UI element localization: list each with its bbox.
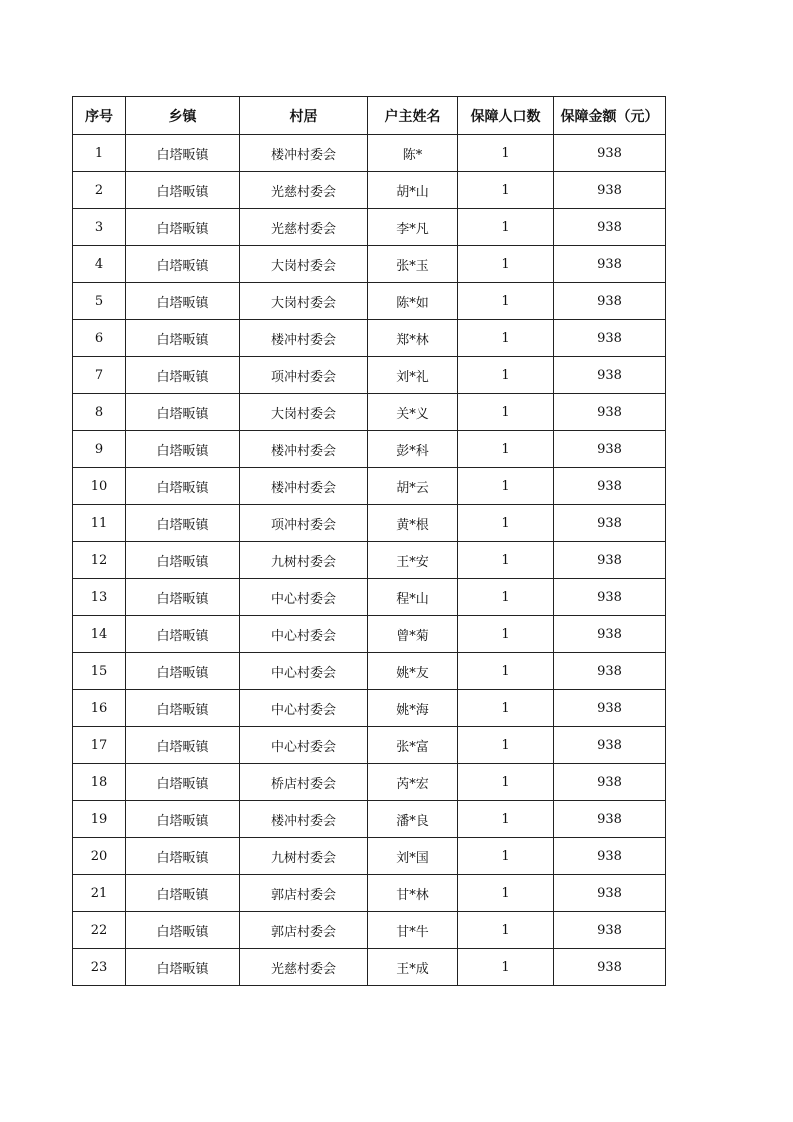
- cell-town: 白塔畈镇: [126, 690, 240, 727]
- table-row: [73, 209, 666, 246]
- cell-town: 白塔畈镇: [126, 431, 240, 468]
- cell-index: 12: [73, 542, 126, 579]
- cell-index: 11: [73, 505, 126, 542]
- cell-householder: 姚*友: [368, 653, 458, 690]
- table-row: [73, 764, 666, 801]
- cell-town: 白塔畈镇: [126, 764, 240, 801]
- cell-index: 7: [73, 357, 126, 394]
- cell-householder: 黄*根: [368, 505, 458, 542]
- cell-village: 九树村委会: [240, 838, 368, 875]
- cell-householder: 曾*菊: [368, 616, 458, 653]
- cell-index: 22: [73, 912, 126, 949]
- cell-town: 白塔畈镇: [126, 727, 240, 764]
- cell-householder: 刘*礼: [368, 357, 458, 394]
- cell-population: 1: [458, 949, 554, 986]
- cell-index: 19: [73, 801, 126, 838]
- cell-amount: 938: [554, 875, 666, 912]
- cell-population: 1: [458, 542, 554, 579]
- cell-town: 白塔畈镇: [126, 616, 240, 653]
- cell-index: 21: [73, 875, 126, 912]
- cell-householder: 王*成: [368, 949, 458, 986]
- table-row: [73, 172, 666, 209]
- cell-population: 1: [458, 727, 554, 764]
- cell-town: 白塔畈镇: [126, 283, 240, 320]
- header-householder: 户主姓名: [368, 97, 458, 135]
- cell-village: 郭店村委会: [240, 912, 368, 949]
- table-row: [73, 838, 666, 875]
- cell-population: 1: [458, 505, 554, 542]
- cell-population: 1: [458, 912, 554, 949]
- cell-village: 中心村委会: [240, 616, 368, 653]
- cell-amount: 938: [554, 431, 666, 468]
- header-village: 村居: [240, 97, 368, 135]
- table-row: [73, 801, 666, 838]
- cell-village: 大岗村委会: [240, 394, 368, 431]
- table-row: [73, 135, 666, 172]
- cell-householder: 胡*山: [368, 172, 458, 209]
- cell-town: 白塔畈镇: [126, 172, 240, 209]
- cell-householder: 甘*牛: [368, 912, 458, 949]
- cell-village: 大岗村委会: [240, 246, 368, 283]
- cell-population: 1: [458, 394, 554, 431]
- cell-amount: 938: [554, 579, 666, 616]
- cell-town: 白塔畈镇: [126, 579, 240, 616]
- table-row: [73, 690, 666, 727]
- cell-amount: 938: [554, 209, 666, 246]
- cell-population: 1: [458, 431, 554, 468]
- cell-village: 光慈村委会: [240, 209, 368, 246]
- cell-amount: 938: [554, 801, 666, 838]
- cell-amount: 938: [554, 357, 666, 394]
- cell-householder: 芮*宏: [368, 764, 458, 801]
- table-body: [73, 135, 666, 986]
- cell-index: 9: [73, 431, 126, 468]
- cell-town: 白塔畈镇: [126, 246, 240, 283]
- cell-town: 白塔畈镇: [126, 949, 240, 986]
- cell-population: 1: [458, 653, 554, 690]
- cell-village: 楼冲村委会: [240, 468, 368, 505]
- cell-householder: 甘*林: [368, 875, 458, 912]
- cell-town: 白塔畈镇: [126, 209, 240, 246]
- cell-population: 1: [458, 875, 554, 912]
- cell-village: 楼冲村委会: [240, 801, 368, 838]
- cell-amount: 938: [554, 838, 666, 875]
- cell-householder: 张*富: [368, 727, 458, 764]
- table-row: [73, 320, 666, 357]
- cell-index: 14: [73, 616, 126, 653]
- table-row: [73, 579, 666, 616]
- table-row: [73, 505, 666, 542]
- cell-population: 1: [458, 690, 554, 727]
- table-row: [73, 875, 666, 912]
- table-row: [73, 653, 666, 690]
- cell-town: 白塔畈镇: [126, 135, 240, 172]
- cell-village: 光慈村委会: [240, 949, 368, 986]
- cell-amount: 938: [554, 505, 666, 542]
- roster-table: [72, 96, 666, 986]
- cell-amount: 938: [554, 542, 666, 579]
- cell-town: 白塔畈镇: [126, 505, 240, 542]
- cell-index: 5: [73, 283, 126, 320]
- cell-population: 1: [458, 468, 554, 505]
- cell-amount: 938: [554, 320, 666, 357]
- cell-index: 1: [73, 135, 126, 172]
- cell-householder: 程*山: [368, 579, 458, 616]
- cell-village: 项冲村委会: [240, 505, 368, 542]
- cell-village: 项冲村委会: [240, 357, 368, 394]
- header-population: 保障人口数: [458, 97, 554, 135]
- cell-population: 1: [458, 135, 554, 172]
- cell-town: 白塔畈镇: [126, 801, 240, 838]
- cell-amount: 938: [554, 283, 666, 320]
- cell-town: 白塔畈镇: [126, 875, 240, 912]
- cell-householder: 陈*如: [368, 283, 458, 320]
- cell-index: 16: [73, 690, 126, 727]
- cell-amount: 938: [554, 653, 666, 690]
- cell-index: 6: [73, 320, 126, 357]
- cell-village: 楼冲村委会: [240, 431, 368, 468]
- cell-index: 10: [73, 468, 126, 505]
- cell-village: 中心村委会: [240, 690, 368, 727]
- cell-population: 1: [458, 209, 554, 246]
- table-row: [73, 616, 666, 653]
- cell-town: 白塔畈镇: [126, 653, 240, 690]
- cell-town: 白塔畈镇: [126, 838, 240, 875]
- cell-amount: 938: [554, 727, 666, 764]
- cell-village: 楼冲村委会: [240, 320, 368, 357]
- cell-population: 1: [458, 764, 554, 801]
- cell-index: 15: [73, 653, 126, 690]
- cell-population: 1: [458, 320, 554, 357]
- cell-population: 1: [458, 172, 554, 209]
- cell-village: 中心村委会: [240, 579, 368, 616]
- cell-amount: 938: [554, 949, 666, 986]
- cell-village: 九树村委会: [240, 542, 368, 579]
- cell-population: 1: [458, 283, 554, 320]
- cell-index: 17: [73, 727, 126, 764]
- cell-amount: 938: [554, 246, 666, 283]
- table-row: [73, 727, 666, 764]
- header-index: 序号: [73, 97, 126, 135]
- cell-village: 郭店村委会: [240, 875, 368, 912]
- cell-index: 23: [73, 949, 126, 986]
- cell-population: 1: [458, 801, 554, 838]
- cell-population: 1: [458, 357, 554, 394]
- cell-householder: 刘*国: [368, 838, 458, 875]
- cell-amount: 938: [554, 616, 666, 653]
- cell-householder: 陈*: [368, 135, 458, 172]
- cell-amount: 938: [554, 764, 666, 801]
- cell-town: 白塔畈镇: [126, 394, 240, 431]
- cell-index: 4: [73, 246, 126, 283]
- table-row: [73, 394, 666, 431]
- table-row: [73, 468, 666, 505]
- cell-village: 桥店村委会: [240, 764, 368, 801]
- table-row: [73, 912, 666, 949]
- cell-town: 白塔畈镇: [126, 357, 240, 394]
- cell-town: 白塔畈镇: [126, 468, 240, 505]
- cell-village: 大岗村委会: [240, 283, 368, 320]
- cell-householder: 李*凡: [368, 209, 458, 246]
- table-row: [73, 283, 666, 320]
- cell-village: 楼冲村委会: [240, 135, 368, 172]
- cell-householder: 潘*良: [368, 801, 458, 838]
- cell-amount: 938: [554, 468, 666, 505]
- cell-index: 2: [73, 172, 126, 209]
- cell-householder: 王*安: [368, 542, 458, 579]
- cell-amount: 938: [554, 135, 666, 172]
- table-row: [73, 949, 666, 986]
- cell-index: 8: [73, 394, 126, 431]
- cell-town: 白塔畈镇: [126, 320, 240, 357]
- cell-population: 1: [458, 838, 554, 875]
- cell-amount: 938: [554, 394, 666, 431]
- cell-householder: 张*玉: [368, 246, 458, 283]
- cell-index: 18: [73, 764, 126, 801]
- cell-amount: 938: [554, 172, 666, 209]
- table-row: [73, 431, 666, 468]
- header-town: 乡镇: [126, 97, 240, 135]
- cell-householder: 彭*科: [368, 431, 458, 468]
- header-amount: 保障金额（元）: [554, 97, 666, 135]
- cell-village: 中心村委会: [240, 727, 368, 764]
- cell-population: 1: [458, 616, 554, 653]
- table-row: [73, 246, 666, 283]
- cell-amount: 938: [554, 690, 666, 727]
- cell-town: 白塔畈镇: [126, 912, 240, 949]
- cell-index: 20: [73, 838, 126, 875]
- cell-householder: 郑*林: [368, 320, 458, 357]
- cell-village: 光慈村委会: [240, 172, 368, 209]
- cell-index: 13: [73, 579, 126, 616]
- table-row: [73, 542, 666, 579]
- header-row: [73, 97, 666, 135]
- cell-town: 白塔畈镇: [126, 542, 240, 579]
- cell-village: 中心村委会: [240, 653, 368, 690]
- cell-householder: 姚*海: [368, 690, 458, 727]
- cell-amount: 938: [554, 912, 666, 949]
- cell-householder: 关*义: [368, 394, 458, 431]
- cell-index: 3: [73, 209, 126, 246]
- cell-population: 1: [458, 246, 554, 283]
- table-header: [73, 97, 666, 135]
- table-row: [73, 357, 666, 394]
- cell-population: 1: [458, 579, 554, 616]
- cell-householder: 胡*云: [368, 468, 458, 505]
